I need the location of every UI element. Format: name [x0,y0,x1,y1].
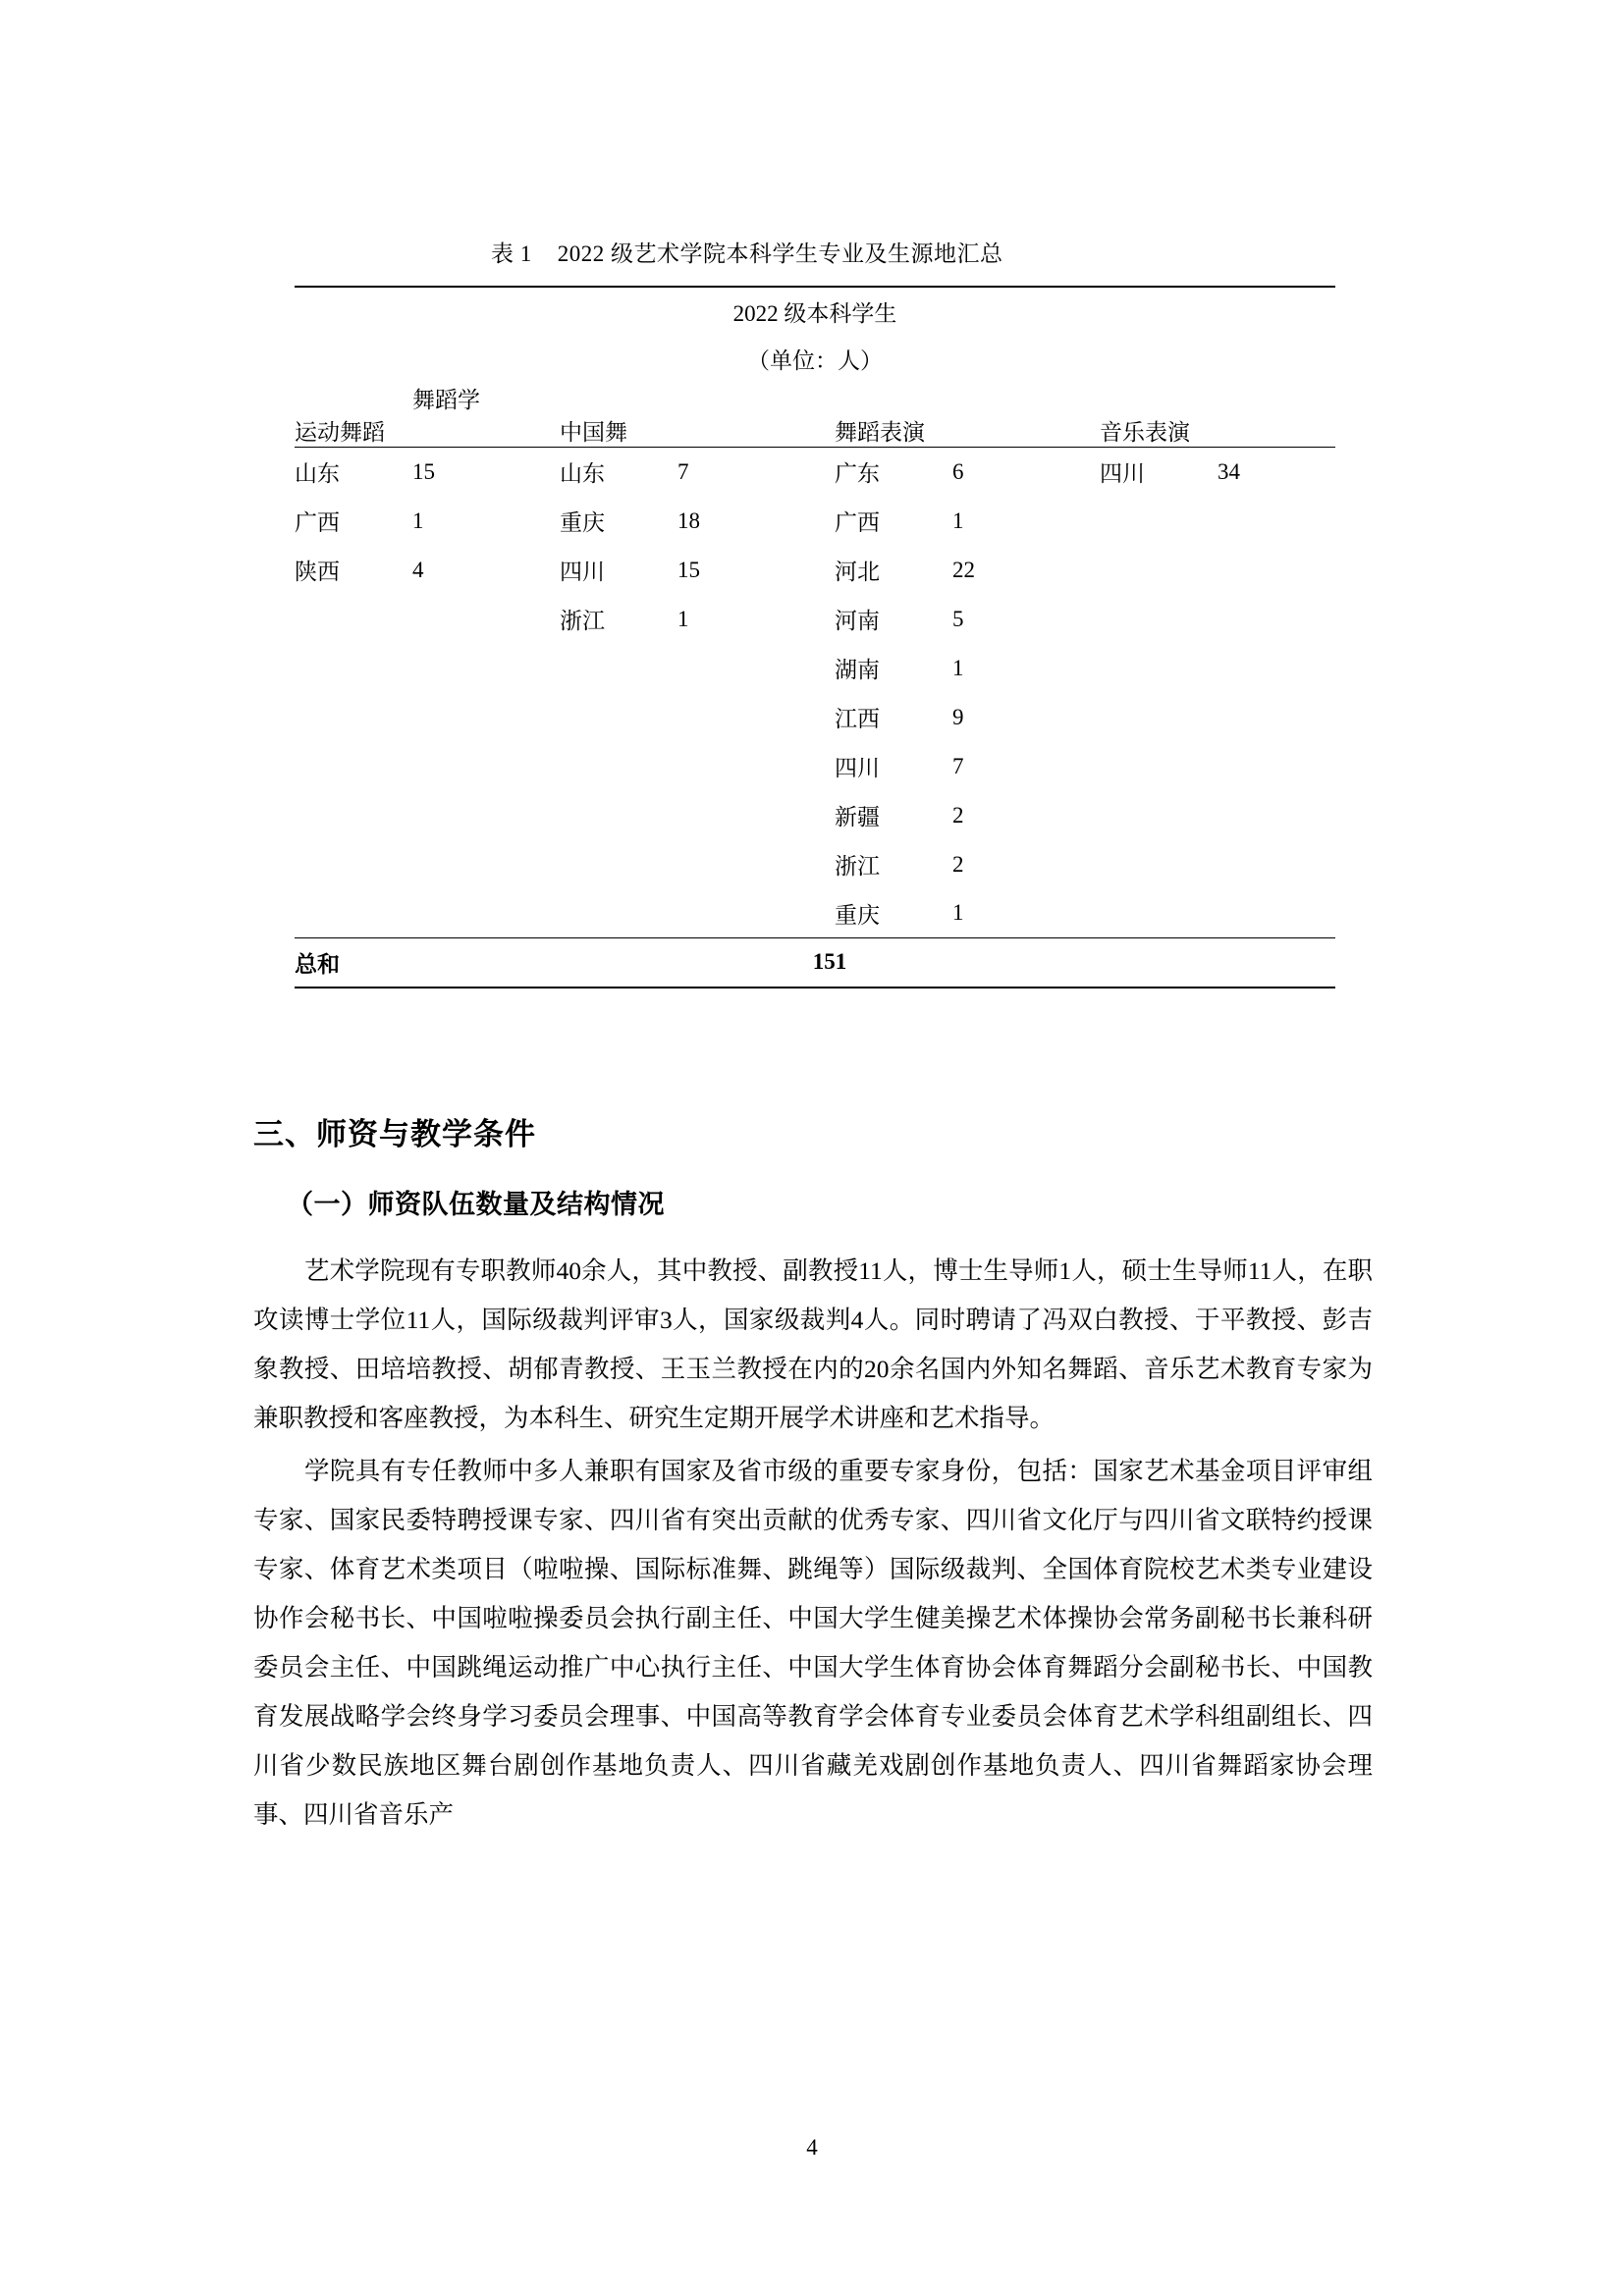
section-heading: 三、师资与教学条件 [253,1117,536,1151]
paragraph-1: 艺术学院现有专职教师40余人，其中教授、副教授11人，博士生导师1人，硕士生导师11人，在职攻读博士学位11人，国际级裁判评审3人，国家级裁判4人。同时聘请了冯双白教授、于平教授、彭吉象教授、田培培教授、胡郁青教授、王玉兰教授在内的20余名国内外知名舞蹈、音乐艺术教育专家为兼职教授和客座教授，为本科生、研究生定期开展学术讲座和艺术指导。 [253,1256,1373,1432]
cell-music-perf-place [1100,742,1218,791]
group-header-spacer-5 [952,382,1100,414]
cell-sport-dance-value: 1 [412,507,424,533]
cell-chinese-dance-place [560,840,677,889]
total-label: 总和 [295,938,560,988]
subsection-heading: （一）师资队伍数量及结构情况 [287,1190,665,1219]
table-row [295,889,1335,938]
cell-chinese-dance-value: 18 [677,507,700,533]
cell-music-perf-place [1100,497,1218,546]
cell-sport-dance-value [412,595,560,644]
group-header-spacer-4 [835,382,952,414]
cell-chinese-dance-place [560,791,677,840]
group-header-spacer-7 [1218,382,1335,414]
cell-sport-dance-value [412,889,560,938]
table-column-header-row [295,414,1335,448]
table-row [295,693,1335,742]
cell-sport-dance-place: 广西 [295,510,340,535]
total-spacer [1100,938,1335,988]
column-header-chinese-dance: 中国舞 [560,420,627,445]
table-row [295,448,1335,497]
cell-chinese-dance-place [560,693,677,742]
cell-dance-perf-place: 新疆 [835,805,880,829]
table-row [295,497,1335,546]
table-row [295,840,1335,889]
cell-dance-perf-value: 1 [952,655,964,680]
cell-chinese-dance-place: 四川 [560,560,605,584]
table-title-line1: 2022 级本科学生 [295,287,1335,335]
cell-sport-dance-value [412,742,560,791]
cell-music-perf-place [1100,791,1218,840]
column-header-dance-performance: 舞蹈表演 [835,420,925,445]
cell-sport-dance-value [412,644,560,693]
cell-sport-dance-place [295,693,412,742]
cell-chinese-dance-place [560,889,677,938]
cell-sport-dance-value: 4 [412,557,424,582]
cell-dance-perf-value: 1 [952,900,964,926]
cell-sport-dance-place [295,644,412,693]
cell-dance-perf-place: 广西 [835,510,880,535]
cell-music-perf-place [1100,693,1218,742]
page-number: 4 [806,2135,818,2160]
cell-dance-perf-place: 河北 [835,560,880,584]
cell-sport-dance-value [412,693,560,742]
cell-sport-dance-place [295,791,412,840]
cell-chinese-dance-value [677,889,835,938]
table-row [295,546,1335,595]
cell-chinese-dance-value [677,791,835,840]
cell-sport-dance-place [295,840,412,889]
cell-music-perf-place [1100,546,1218,595]
table-title-row-1 [295,287,1335,335]
cell-dance-perf-place: 重庆 [835,902,880,928]
table-caption-text: 2022 级艺术学院本科学生专业及生源地汇总 [557,241,1003,266]
cell-chinese-dance-place [560,644,677,693]
cell-sport-dance-place: 陕西 [295,560,340,584]
cell-music-perf-value [1218,693,1335,742]
cell-music-perf-value [1218,644,1335,693]
table-caption [295,236,1335,268]
cell-dance-perf-value: 1 [952,507,964,533]
cell-music-perf-value [1218,840,1335,889]
cell-sport-dance-place: 山东 [295,448,412,497]
cell-dance-perf-place: 湖南 [835,658,880,682]
cell-chinese-dance-value: 15 [677,557,700,582]
column-header-sport-dance: 运动舞蹈 [295,420,385,445]
cell-chinese-dance-value [677,840,835,889]
cell-music-perf-value [1218,546,1335,595]
cell-music-perf-value [1218,595,1335,644]
cell-sport-dance-place [295,595,412,644]
group-header-spacer-3 [677,382,835,414]
enrollment-table [295,286,1335,988]
paragraph-2: 学院具有专任教师中多人兼职有国家及省市级的重要专家身份，包括：国家艺术基金项目评审组专家、国家民委特聘授课专家、四川省有突出贡献的优秀专家、四川省文化厅与四川省文联特约授课专家、体育艺术类项目（啦啦操、国际标准舞、跳绳等）国际级裁判、全国体育院校艺术类专业建设协作会秘书长、中国啦啦操委员会执行副主任、中国大学生健美操艺术体操协会常务副秘书长兼科研委员会主任、中国跳绳运动推广中心执行主任、中国大学生体育协会体育舞蹈分会副秘书长、中国教育发展战略学会终身学习委员会理事、中国高等教育学会体育专业委员会体育艺术学科组副组长、四川省少数民族地区舞台剧创作基地负责人、四川省藏羌戏剧创作基地负责人、四川省舞蹈家协会理事、四川省音乐产 [253,1457,1373,1829]
cell-dance-perf-value: 6 [952,448,1100,497]
cell-dance-perf-value: 2 [952,851,964,877]
cell-chinese-dance-place: 重庆 [560,510,605,535]
cell-music-perf-place [1100,644,1218,693]
cell-sport-dance-value [412,840,560,889]
cell-dance-perf-value: 2 [952,802,964,828]
table-block [295,236,1335,988]
cell-dance-perf-value: 7 [952,753,964,778]
group-header-dance-studies: 舞蹈学 [412,388,480,412]
column-header-music-performance: 音乐表演 [1100,420,1190,445]
cell-music-perf-value [1218,791,1335,840]
cell-music-perf-value [1218,889,1335,938]
table-row [295,742,1335,791]
cell-chinese-dance-place: 山东 [560,448,677,497]
table-title-line2: （单位：人） [747,347,883,373]
cell-sport-dance-value: 15 [412,448,560,497]
group-header-spacer [295,382,412,414]
cell-chinese-dance-place [560,742,677,791]
cell-dance-perf-value: 22 [952,557,975,582]
cell-dance-perf-place: 河南 [835,609,880,633]
cell-sport-dance-place [295,742,412,791]
cell-chinese-dance-value [677,742,835,791]
cell-dance-perf-place: 江西 [835,707,880,731]
cell-music-perf-value [1218,742,1335,791]
cell-chinese-dance-value [677,693,835,742]
table-group-header-row [295,382,1335,414]
cell-dance-perf-place: 四川 [835,756,880,780]
cell-music-perf-place [1100,595,1218,644]
cell-sport-dance-value [412,791,560,840]
cell-music-perf-value: 34 [1218,448,1335,497]
table-row [295,644,1335,693]
table-row [295,595,1335,644]
cell-dance-perf-place: 浙江 [835,854,880,879]
cell-sport-dance-place [295,889,412,938]
cell-music-perf-place [1100,840,1218,889]
total-value: 151 [560,938,1100,988]
group-header-spacer-6 [1100,382,1218,414]
cell-dance-perf-place: 广东 [835,448,952,497]
cell-dance-perf-value: 5 [952,606,964,631]
table-title-row-2 [295,335,1335,382]
body-content [253,1109,1373,1843]
cell-chinese-dance-place: 浙江 [560,609,605,633]
cell-chinese-dance-value [677,644,835,693]
table-row [295,791,1335,840]
cell-chinese-dance-value: 1 [677,606,689,631]
cell-dance-perf-value: 9 [952,704,964,729]
cell-music-perf-value [1218,497,1335,546]
cell-music-perf-place [1100,889,1218,938]
table-total-row [295,938,1335,988]
cell-chinese-dance-value: 7 [677,448,835,497]
group-header-spacer-2 [560,382,677,414]
cell-music-perf-place: 四川 [1100,448,1218,497]
table-caption-prefix: 表 1 [491,241,532,266]
